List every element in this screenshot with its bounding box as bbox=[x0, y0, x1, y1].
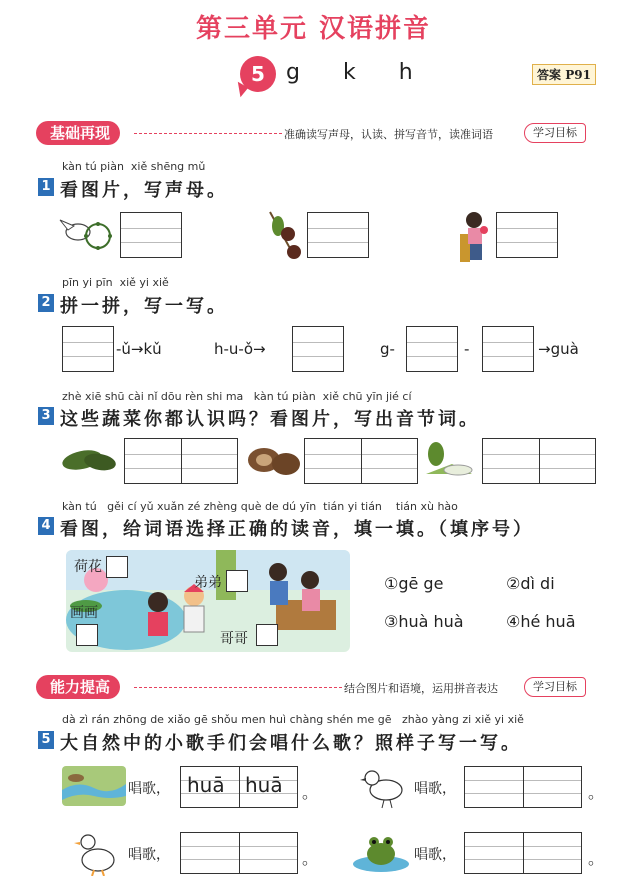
q3-answer-box-2[interactable] bbox=[304, 438, 418, 484]
didi-answer-box[interactable] bbox=[226, 570, 248, 592]
label-hehua: 荷花 bbox=[74, 559, 102, 575]
label-huahua: 画画 bbox=[70, 605, 98, 621]
page-title: 第三单元 汉语拼音 bbox=[195, 14, 432, 44]
frog-illustration bbox=[352, 826, 410, 874]
period-1: 。 bbox=[302, 783, 319, 802]
learning-goal-tag: 学习目标 bbox=[524, 123, 586, 143]
answer-label: 答案 bbox=[537, 68, 562, 82]
period-3: 。 bbox=[302, 849, 319, 868]
huahua-answer-box[interactable] bbox=[76, 624, 98, 646]
q5-sing-label-2: 唱歌， bbox=[414, 781, 456, 797]
q5-pinyin: dà zì rán zhōng de xiǎo gē shǒu men huì chàng shén me gē zhào yàng zi xiě yi xiě bbox=[62, 713, 524, 726]
q5-answer-box-bird[interactable] bbox=[464, 766, 582, 808]
q2-pinyin: pīn yi pīn xiě yi xiě bbox=[62, 276, 169, 289]
q5-sing-label-1: 唱歌， bbox=[128, 781, 170, 797]
label-didi: 弟弟 bbox=[194, 575, 222, 591]
q5-answer-box-frog[interactable] bbox=[464, 832, 582, 874]
q5-text: 大自然中的小歌手们会唱什么歌？照样子写一写。 bbox=[60, 733, 522, 754]
q3-answer-box-3[interactable] bbox=[482, 438, 596, 484]
section-basic-label: 基础再现 bbox=[36, 121, 120, 145]
section-divider bbox=[134, 133, 282, 134]
q4-pinyin: kàn tú gěi cí yǔ xuǎn zé zhèng què de dú yīn tián yi tián tián xù hào bbox=[62, 500, 458, 513]
q2-item1-text: -ǔ→kǔ bbox=[116, 340, 162, 358]
answer-reference[interactable] bbox=[532, 64, 596, 85]
option-4: ④hé huā bbox=[506, 612, 576, 631]
bird-illustration bbox=[360, 762, 410, 810]
q2-answer-box-3[interactable] bbox=[406, 326, 458, 372]
example-syllable-2: huā bbox=[245, 773, 283, 797]
option-3: ③huà huà bbox=[384, 612, 464, 631]
section-goal-text: 结合图片和语境，运用拼音表达 bbox=[344, 682, 498, 695]
bitter-melon-illustration bbox=[60, 442, 120, 476]
q1-answer-box-2[interactable] bbox=[307, 212, 369, 258]
q2-answer-box-2[interactable] bbox=[292, 326, 344, 372]
q5-sing-label-4: 唱歌， bbox=[414, 847, 456, 863]
q3-number: 3 bbox=[38, 407, 54, 425]
gege-answer-box[interactable] bbox=[256, 624, 278, 646]
q1-answer-box-1[interactable] bbox=[120, 212, 182, 258]
q1-number: 1 bbox=[38, 178, 54, 196]
q2-item2-text: h-u-ǒ→ bbox=[214, 340, 266, 358]
q1-answer-box-3[interactable] bbox=[496, 212, 558, 258]
q5-sing-label-3: 唱歌， bbox=[128, 847, 170, 863]
fruit-branch-illustration bbox=[262, 208, 306, 264]
q3-answer-box-1[interactable] bbox=[124, 438, 238, 484]
option-2: ②dì di bbox=[506, 574, 555, 593]
q3-text: 这些蔬菜你都认识吗？看图片，写出音节词。 bbox=[60, 409, 480, 430]
girl-drinking-illustration bbox=[458, 208, 494, 264]
period-4: 。 bbox=[588, 849, 605, 868]
q2-number: 2 bbox=[38, 294, 54, 312]
lesson-number-badge: 5 bbox=[240, 56, 276, 92]
section-divider bbox=[134, 687, 342, 688]
example-syllable-1: huā bbox=[187, 773, 225, 797]
q2-text: 拼一拼，写一写。 bbox=[60, 296, 228, 317]
q5-number: 5 bbox=[38, 731, 54, 749]
q2-item3-suffix: →guà bbox=[538, 340, 579, 358]
answer-page: P91 bbox=[565, 68, 591, 82]
bok-choy-illustration bbox=[422, 440, 478, 480]
option-1: ①gē ge bbox=[384, 574, 444, 593]
q3-pinyin: zhè xiē shū cài nǐ dōu rèn shi ma kàn tú piàn xiě chū yīn jié cí bbox=[62, 390, 412, 403]
q2-item3-mid: - bbox=[464, 340, 470, 358]
section-advanced-label: 能力提高 bbox=[36, 675, 120, 699]
duck-illustration bbox=[74, 828, 120, 876]
q5-example-box bbox=[180, 766, 298, 808]
q2-answer-box-1[interactable] bbox=[62, 326, 114, 372]
mushroom-illustration bbox=[246, 444, 302, 478]
hehua-answer-box[interactable] bbox=[106, 556, 128, 578]
q4-number: 4 bbox=[38, 517, 54, 535]
q4-text: 看图，给词语选择正确的读音，填一填。（填序号） bbox=[60, 519, 534, 540]
label-gege: 哥哥 bbox=[220, 631, 248, 647]
learning-goal-tag: 学习目标 bbox=[524, 677, 586, 697]
q2-answer-box-4[interactable] bbox=[482, 326, 534, 372]
q1-text: 看图片，写声母。 bbox=[60, 180, 228, 201]
stream-illustration bbox=[62, 766, 126, 806]
q1-pinyin: kàn tú piàn xiě shēng mǔ bbox=[62, 160, 206, 173]
lesson-letters: g k h bbox=[286, 60, 431, 85]
q5-answer-box-duck[interactable] bbox=[180, 832, 298, 874]
q2-item3-prefix: g- bbox=[380, 340, 395, 358]
pigeon-illustration bbox=[58, 210, 118, 260]
section-goal-text: 准确读写声母，认读、拼写音节，读准词语 bbox=[284, 128, 493, 141]
period-2: 。 bbox=[588, 783, 605, 802]
